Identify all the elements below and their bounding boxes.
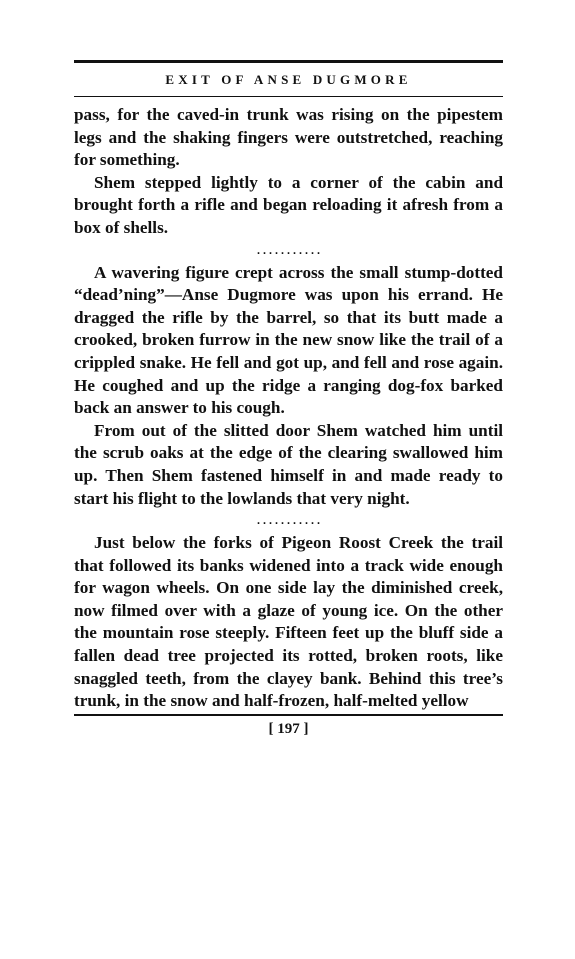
body-text xyxy=(74,104,503,713)
paragraph: Shem stepped lightly to a corner of the cabin and brought forth a rifle and began reloading it afresh from a box of shells. xyxy=(74,172,503,237)
bottom-rule xyxy=(74,714,503,716)
paragraph: pass, for the caved-in trunk was rising on the pipestem legs and the shaking fingers were outstretched, reaching for something. xyxy=(74,105,503,170)
page-number: [ 197 ] xyxy=(268,720,309,737)
section-break xyxy=(74,240,503,262)
paragraph: Just below the forks of Pigeon Roost Creek the trail that followed its banks widened into a track wide enough for wagon wheels. On one side lay the diminished creek, now filmed over with a glaze of young ice. On the other the mountain rose steeply. Fifteen feet up the bluff side a fallen dead tree projected its rotted, broken roots, like snaggled teeth, from the clayey bank. Behind this tree’s trunk, in the snow and half-frozen, half-melted yellow xyxy=(74,533,503,711)
book-page xyxy=(74,60,503,738)
paragraph: A wavering figure crept across the small stump-dotted “dead’ning”—Anse Dugmore was upon his errand. He dragged the rifle by the barrel, so that its butt made a crooked, broken furrow in the new snow like the trail of a crippled snake. He fell and got up, and fell and rose again. He coughed and up the ridge a ranging dog-fox barked back an answer to his cough. xyxy=(74,262,503,418)
running-head: EXIT OF ANSE DUGMORE xyxy=(165,72,412,87)
paragraph: From out of the slitted door Shem watched him until the scrub oaks at the edge of the clearing swallowed him up. Then Shem fastened himself in and made ready to start his flight to the lowlands that very night. xyxy=(74,420,503,508)
section-break xyxy=(74,510,503,532)
section-break-dots: . . . . . . . . . . . xyxy=(257,513,320,528)
header-rule xyxy=(74,96,503,97)
section-break-dots: . . . . . . . . . . . xyxy=(257,242,320,257)
top-rule xyxy=(74,60,503,63)
